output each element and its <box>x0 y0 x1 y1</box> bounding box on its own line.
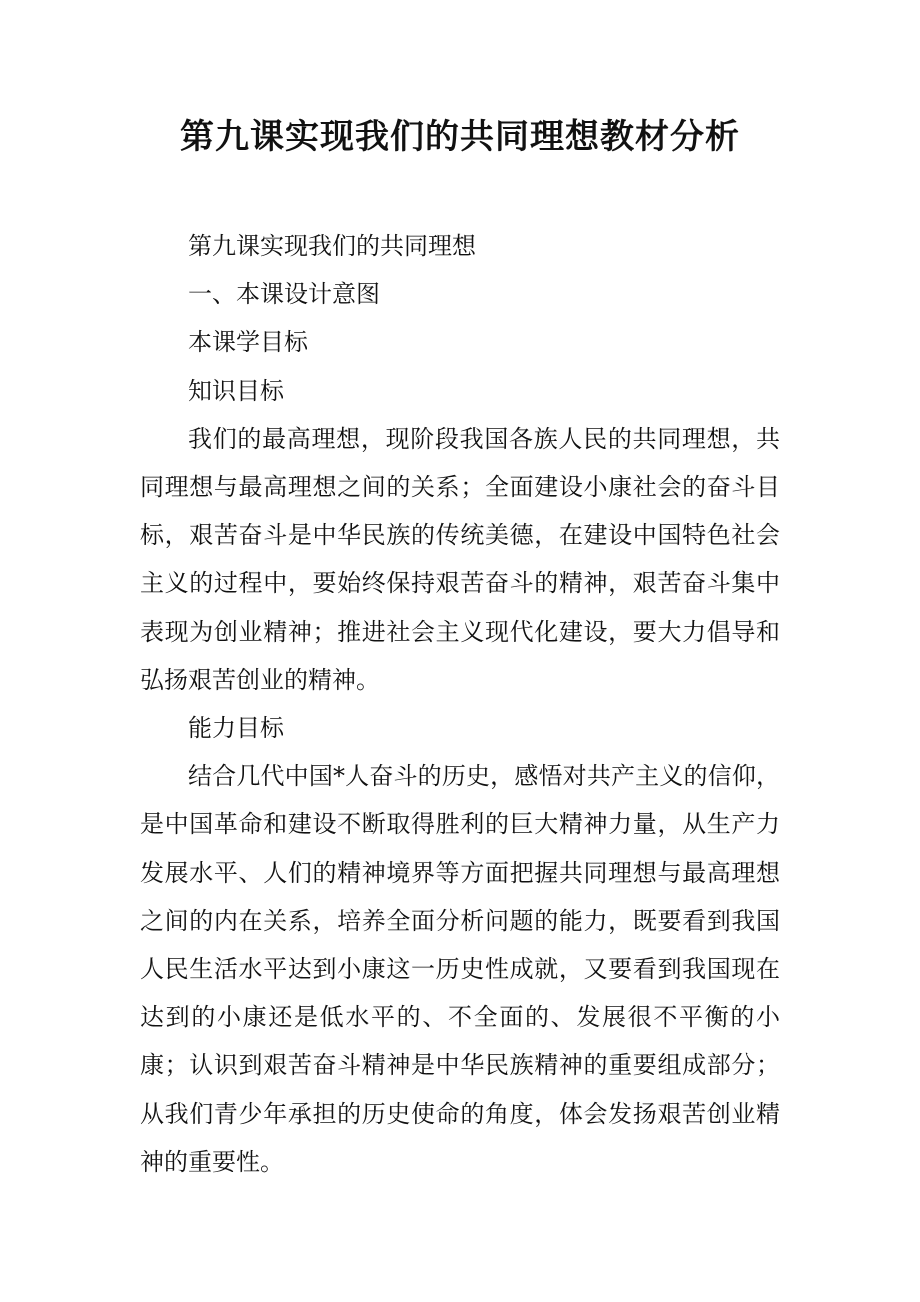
paragraph-ability-goals-heading: 能力目标 <box>188 714 284 743</box>
paragraph-lesson-heading: 第九课实现我们的共同理想 <box>188 232 476 260</box>
paragraph-section-heading: 一、本课设计意图 <box>188 280 380 309</box>
paragraph-lesson-goals-heading: 本课学目标 <box>188 328 308 357</box>
paragraph-knowledge-goals-text: 我们的最高理想，现阶段我国各族人民的共同理想，共同理想与最高理想之间的关系；全面建设小康社会的奋斗目标，艰苦奋斗是中华民族的传统美德，在建设中国特色社会主义的过程中，要始终保持艰苦奋斗的精神，艰苦奋斗集中表现为创业精神；推进社会主义现代化建设，要大力倡导和弘扬艰苦创业的精神。 <box>140 424 780 694</box>
paragraph-knowledge-goals-heading: 知识目标 <box>188 376 284 405</box>
paragraph-ability-goals-text: 结合几代中国*人奋斗的历史，感悟对共产主义的信仰，是中国革命和建设不断取得胜利的巨大精神力量，从生产力发展水平、人们的精神境界等方面把握共同理想与最高理想之间的内在关系，培养全面分析问题的能力，既要看到我国人民生活水平达到小康这一历史性成就，又要看到我国现在达到的小康还是低水平的、不全面的、发展很不平衡的小康；认识到艰苦奋斗精神是中华民族精神的重要组成部分；从我们青少年承担的历史使命的角度，体会发扬艰苦创业精神的重要性。 <box>140 762 780 1176</box>
document-title: 第九课实现我们的共同理想教材分析 <box>180 117 740 157</box>
document-body <box>140 222 780 1186</box>
